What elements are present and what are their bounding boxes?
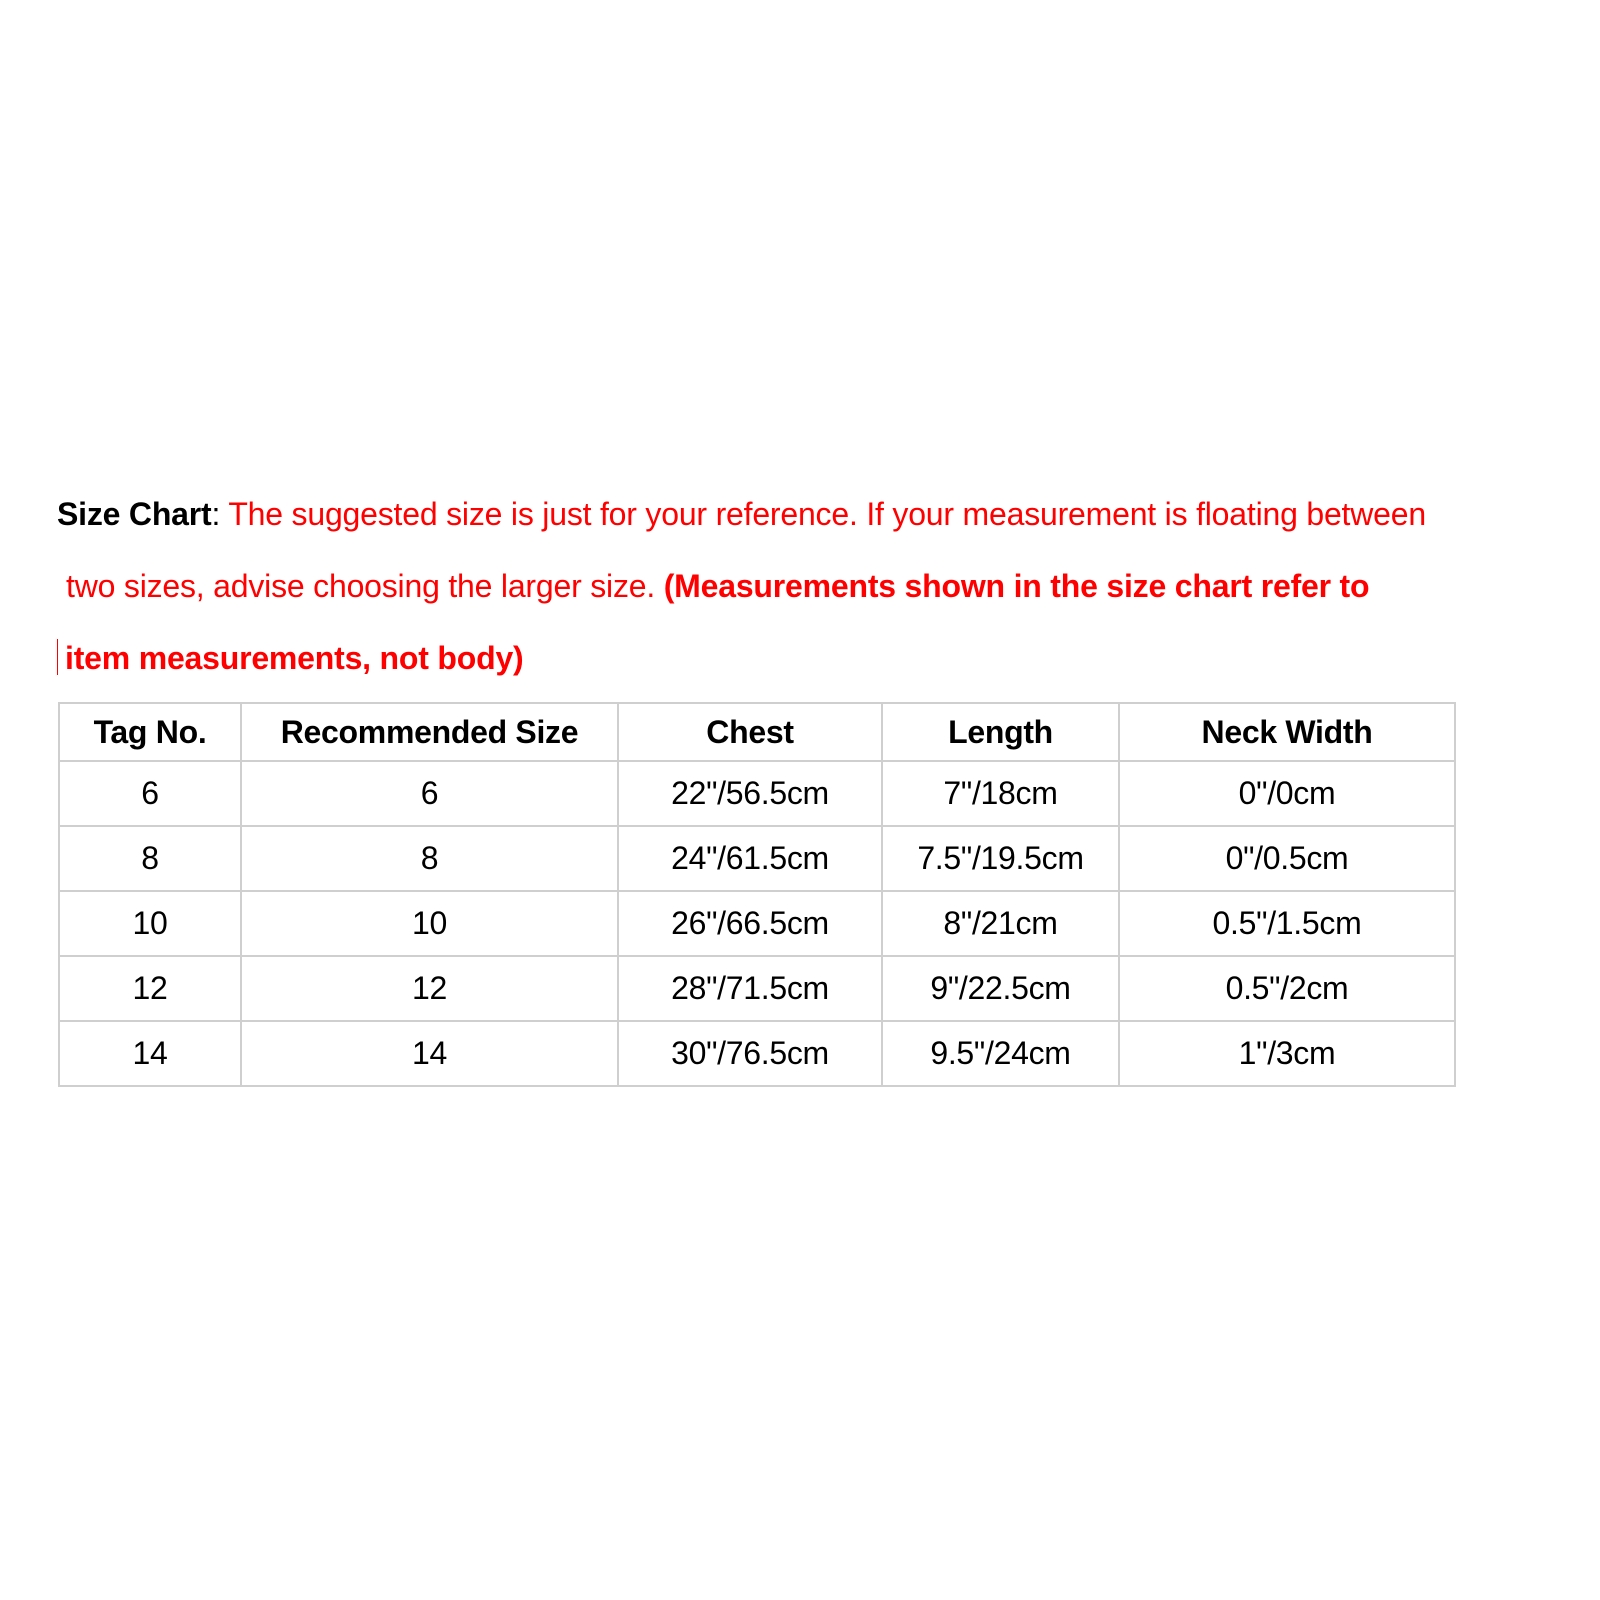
cell-neck-width: 1"/3cm	[1119, 1021, 1455, 1086]
cell-tag-no: 14	[59, 1021, 241, 1086]
header-neck-width: Neck Width	[1119, 703, 1455, 761]
intro-reference-note: The suggested size is just for your reference. If your measurement is floating between	[220, 496, 1426, 532]
cell-tag-no: 12	[59, 956, 241, 1021]
table-row	[59, 956, 1455, 1021]
cell-tag-no: 10	[59, 891, 241, 956]
table-row	[59, 826, 1455, 891]
cell-length: 9.5"/24cm	[882, 1021, 1119, 1086]
size-chart-intro	[57, 478, 1537, 694]
measurement-note-part-2: item measurements, not body)	[65, 640, 524, 676]
cell-length: 7.5"/19.5cm	[882, 826, 1119, 891]
table-row	[59, 1021, 1455, 1086]
table-row	[59, 891, 1455, 956]
cell-recommended-size: 8	[241, 826, 618, 891]
cell-chest: 24"/61.5cm	[618, 826, 882, 891]
cell-recommended-size: 6	[241, 761, 618, 826]
cell-chest: 26"/66.5cm	[618, 891, 882, 956]
label-colon: :	[211, 496, 221, 532]
measurement-note-part-1: (Measurements shown in the size chart refer to	[663, 568, 1370, 604]
intro-advice-text: two sizes, advise choosing the larger size.	[66, 568, 664, 604]
cell-neck-width: 0"/0.5cm	[1119, 826, 1455, 891]
cell-neck-width: 0.5"/2cm	[1119, 956, 1455, 1021]
cell-recommended-size: 14	[241, 1021, 618, 1086]
size-chart-label: Size Chart	[57, 496, 212, 532]
cell-recommended-size: 10	[241, 891, 618, 956]
cell-recommended-size: 12	[241, 956, 618, 1021]
header-tag-no: Tag No.	[59, 703, 241, 761]
size-chart-table	[58, 702, 1456, 1087]
intro-line-1	[57, 478, 1537, 550]
intro-line-2	[57, 550, 1537, 622]
header-length: Length	[882, 703, 1119, 761]
cell-neck-width: 0.5"/1.5cm	[1119, 891, 1455, 956]
cell-neck-width: 0"/0cm	[1119, 761, 1455, 826]
cell-length: 7"/18cm	[882, 761, 1119, 826]
cell-length: 8"/21cm	[882, 891, 1119, 956]
cell-chest: 22"/56.5cm	[618, 761, 882, 826]
intro-line-3	[57, 622, 1537, 694]
header-chest: Chest	[618, 703, 882, 761]
table-row	[59, 761, 1455, 826]
cell-chest: 28"/71.5cm	[618, 956, 882, 1021]
cell-tag-no: 6	[59, 761, 241, 826]
cell-length: 9"/22.5cm	[882, 956, 1119, 1021]
cell-chest: 30"/76.5cm	[618, 1021, 882, 1086]
header-recommended-size: Recommended Size	[241, 703, 618, 761]
cell-tag-no: 8	[59, 826, 241, 891]
table-header-row	[59, 703, 1455, 761]
text-cursor	[57, 639, 58, 675]
